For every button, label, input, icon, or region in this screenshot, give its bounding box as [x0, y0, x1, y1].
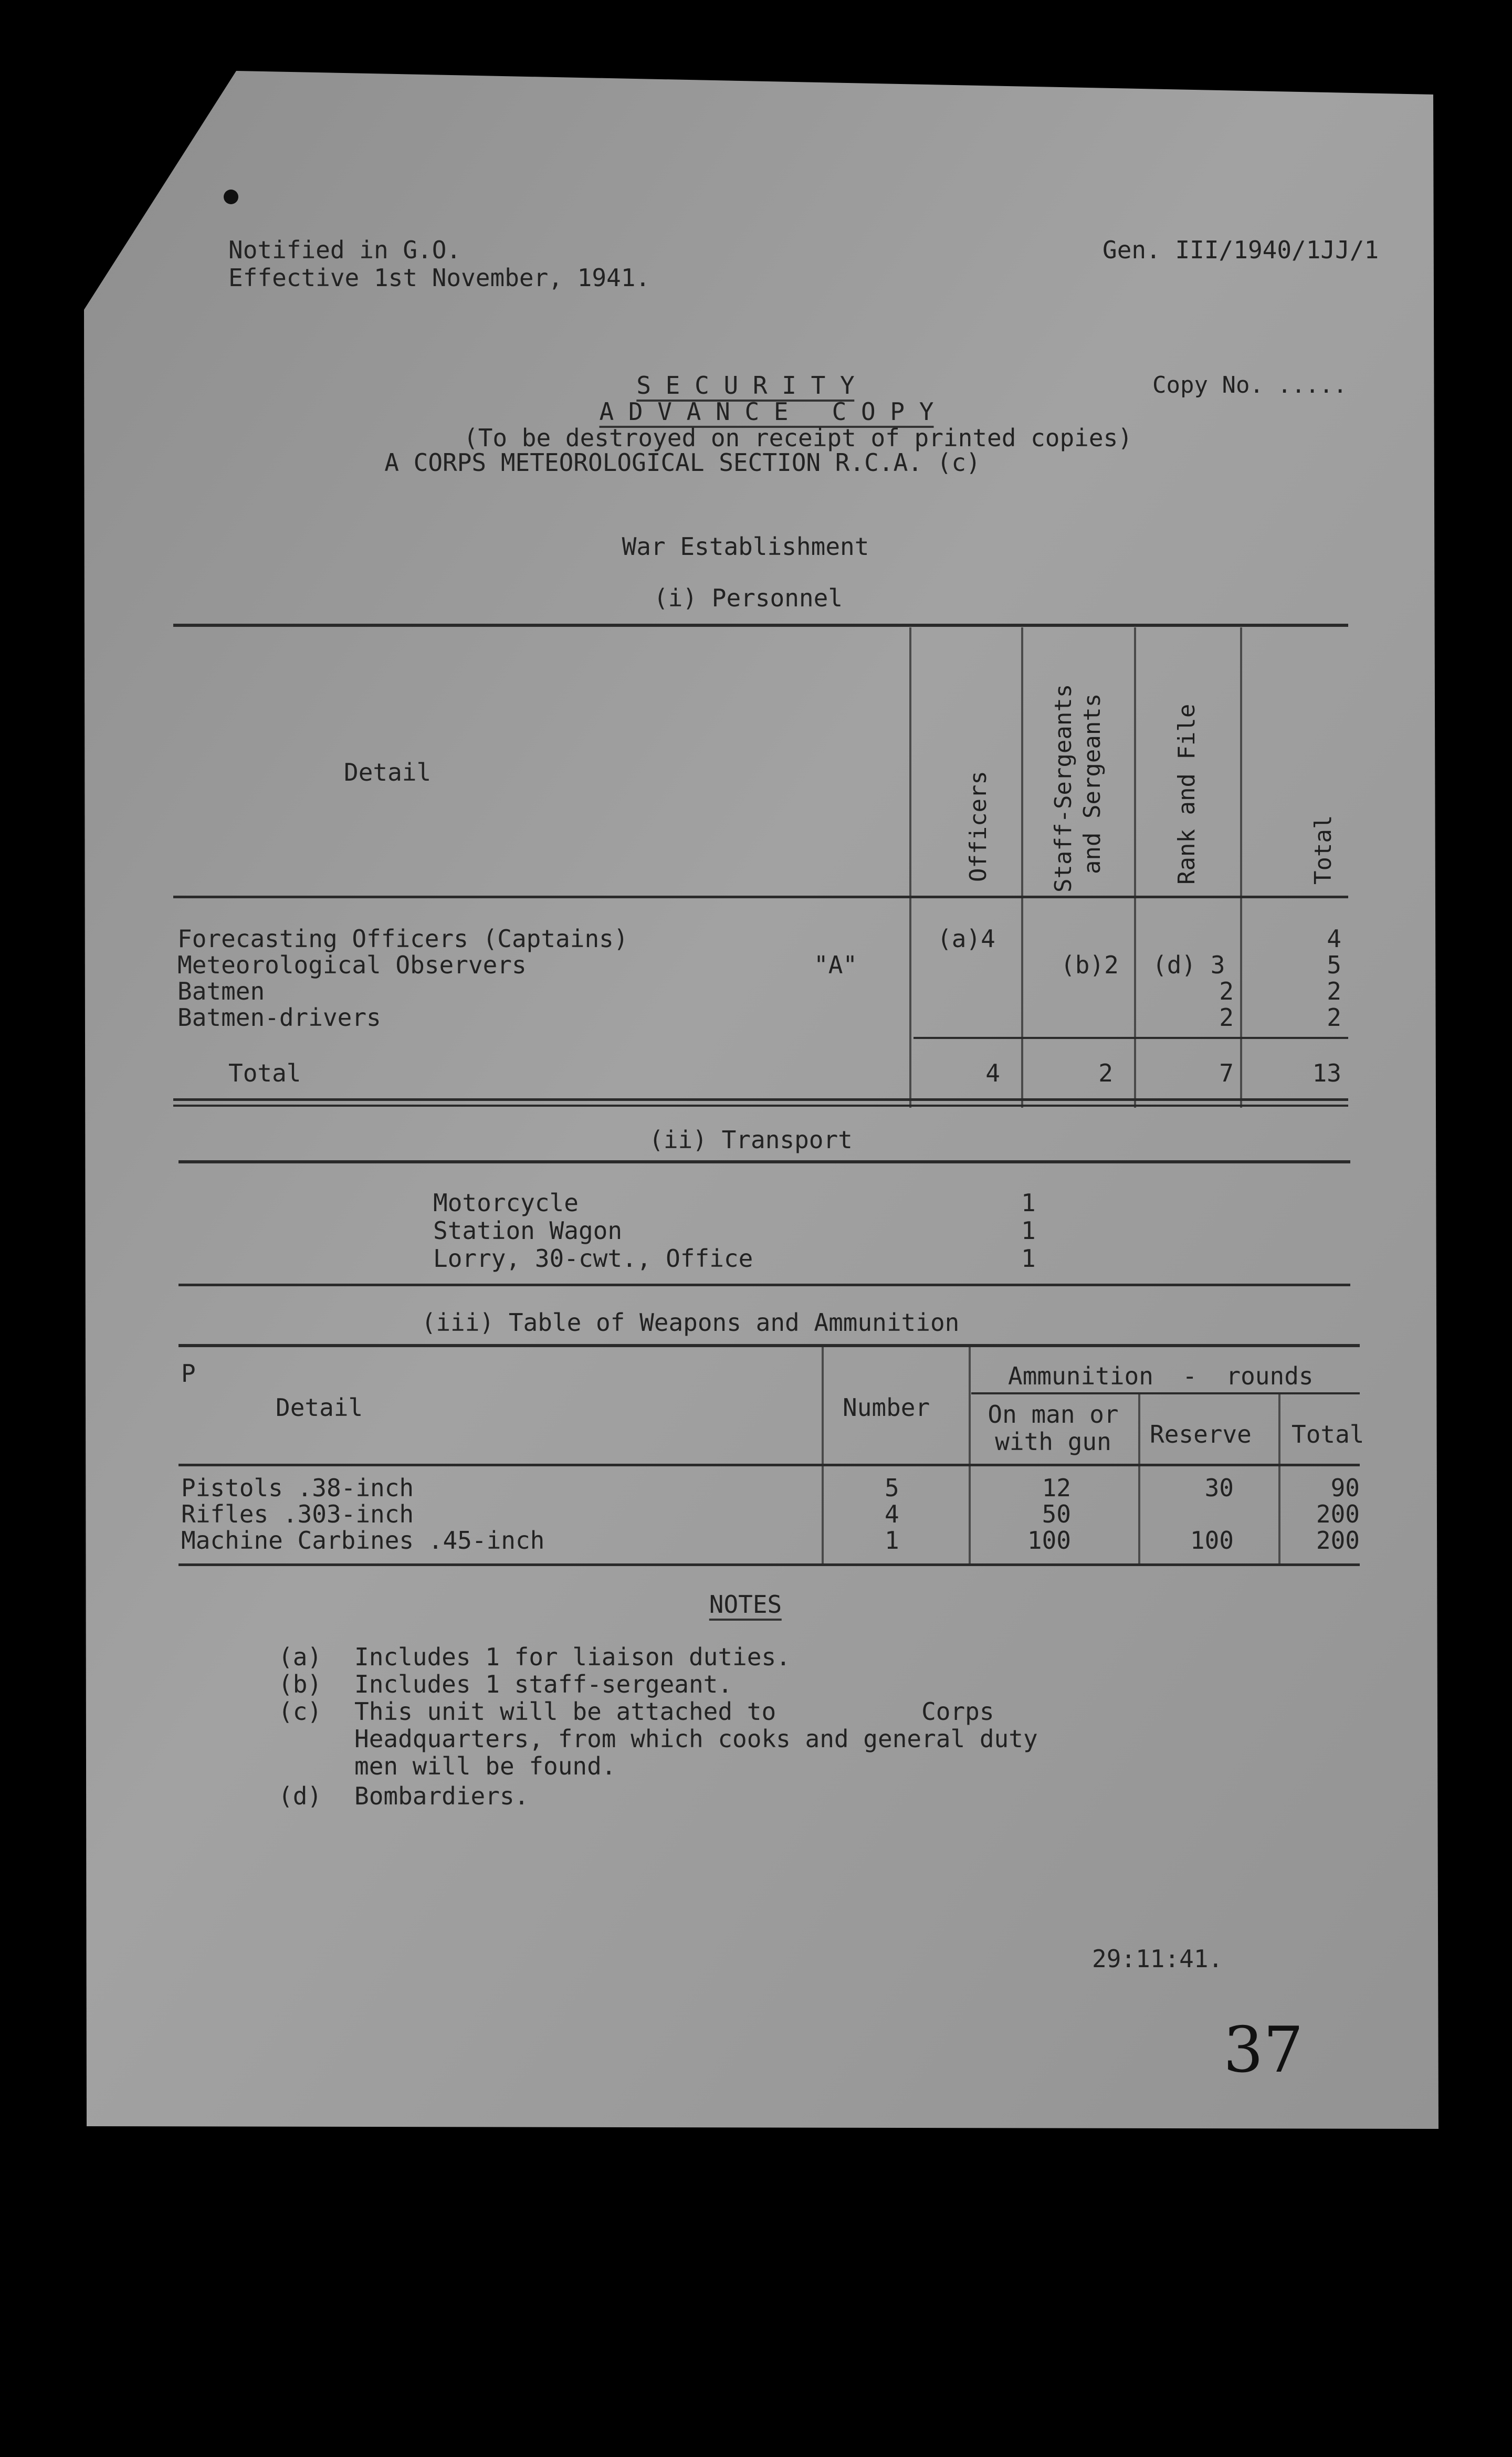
note-c-text-2: Headquarters, from which cooks and general duty — [354, 1725, 1038, 1753]
note-c-text: This unit will be attached to Corps — [354, 1697, 994, 1726]
ammunition-header: Ammunition - rounds — [1008, 1362, 1314, 1390]
officers-header: Officers — [965, 771, 992, 882]
personnel-row-4-rankfile: 2 — [1219, 1003, 1234, 1032]
note-c-text-3: men will be found. — [354, 1752, 616, 1780]
weapons-row-3-reserve: 100 — [1190, 1526, 1234, 1555]
note-a-key: (a) — [278, 1643, 322, 1671]
effective-line: Effective 1st November, 1941. — [228, 264, 650, 292]
weapons-detail-header: Detail — [276, 1393, 363, 1422]
personnel-row-1-officers: (a)4 — [937, 925, 995, 953]
advance-copy-text: A D V A N C E C O P Y — [600, 397, 934, 428]
note-c-key: (c) — [278, 1697, 322, 1726]
transport-item-3: Lorry, 30-cwt., Office — [433, 1244, 753, 1273]
weapons-row-1-onman: 12 — [1042, 1474, 1071, 1502]
staff-sergeants-header-2: and Sergeants — [1079, 693, 1106, 874]
transport-top-rule — [178, 1160, 1350, 1163]
unit-title: A CORPS METEOROLOGICAL SECTION R.C.A. (c) — [384, 448, 981, 477]
ammunition-header-rule — [971, 1392, 1360, 1394]
total-header: Total — [1310, 815, 1337, 885]
security-heading — [636, 372, 854, 399]
personnel-header-rule — [173, 896, 1348, 898]
transport-title: (ii) Transport — [649, 1126, 853, 1154]
weapons-row-3-total: 200 — [1316, 1526, 1360, 1555]
personnel-row-2-detail: Meteorological Observers — [177, 951, 527, 979]
personnel-row-4-detail: Batmen-drivers — [177, 1003, 381, 1032]
reserve-header: Reserve — [1150, 1420, 1252, 1448]
war-establishment-title: War Establishment — [622, 532, 869, 561]
weapons-row-1-total: 90 — [1330, 1474, 1360, 1502]
transport-item-2: Station Wagon — [433, 1216, 623, 1245]
notes-heading — [709, 1591, 782, 1618]
advance-copy-heading — [600, 398, 934, 425]
weapons-col-divider-ammo — [969, 1347, 971, 1565]
transport-bottom-rule — [178, 1284, 1350, 1286]
weapons-row-3-onman: 100 — [1027, 1526, 1071, 1555]
staff-sergeants-header-1: Staff-Sergeants — [1050, 684, 1077, 892]
destroy-note: (To be destroyed on receipt of printed copies) — [464, 424, 1132, 452]
col-divider-total — [1240, 627, 1242, 1108]
copy-number: Copy No. ..... — [1152, 372, 1347, 398]
personnel-row-1-detail: Forecasting Officers (Captains) — [177, 925, 628, 953]
weapons-number-header: Number — [843, 1393, 930, 1422]
rank-and-file-header: Rank and File — [1173, 704, 1200, 885]
personnel-row-2-total: 5 — [1327, 951, 1341, 979]
weapons-row-2-total: 200 — [1316, 1500, 1360, 1528]
weapons-top-rule — [178, 1344, 1360, 1347]
personnel-row-2-mark: "A" — [814, 951, 858, 979]
weapons-row-2-detail: Rifles .303-inch — [181, 1500, 414, 1528]
note-b-text: Includes 1 staff-sergeant. — [354, 1670, 733, 1698]
subtotal-rule — [914, 1037, 1348, 1039]
weapons-col-divider-number — [822, 1347, 824, 1565]
document-date: 29:11:41. — [1092, 1945, 1223, 1973]
personnel-total-sergeants: 2 — [1098, 1059, 1113, 1087]
weapons-header-rule — [178, 1464, 1360, 1466]
weapons-row-1-number: 5 — [885, 1474, 899, 1502]
notified-line: Notified in G.O. — [228, 236, 461, 264]
col-divider-officers — [909, 627, 911, 1108]
note-d-key: (d) — [278, 1782, 322, 1810]
personnel-row-4-total: 2 — [1327, 1003, 1341, 1032]
personnel-row-2-sergeants: (b)2 — [1060, 951, 1119, 979]
weapons-row-3-detail: Machine Carbines .45-inch — [181, 1526, 545, 1555]
reference-number: Gen. III/1940/1JJ/1 — [1102, 236, 1379, 264]
weapons-row-1-detail: Pistols .38-inch — [181, 1474, 414, 1502]
col-divider-sergeants — [1021, 627, 1023, 1108]
personnel-row-3-rankfile: 2 — [1219, 977, 1234, 1005]
personnel-total-rankfile: 7 — [1219, 1059, 1234, 1087]
personnel-total-label: Total — [228, 1059, 301, 1087]
on-man-header-1: On man or — [988, 1400, 1119, 1429]
personnel-row-3-detail: Batmen — [177, 977, 265, 1005]
col-divider-rankfile — [1134, 627, 1136, 1108]
security-text: S E C U R I T Y — [636, 371, 854, 402]
personnel-total-officers: 4 — [985, 1059, 1000, 1087]
note-d-text: Bombardiers. — [354, 1782, 529, 1810]
transport-item-1: Motorcycle — [433, 1189, 579, 1217]
personnel-top-rule — [173, 624, 1348, 627]
personnel-bottom-rule-1 — [173, 1098, 1348, 1101]
personnel-title: (i) Personnel — [653, 584, 843, 612]
personnel-detail-header: Detail — [344, 758, 432, 786]
transport-item-3-qty: 1 — [1021, 1244, 1036, 1273]
transport-item-1-qty: 1 — [1021, 1189, 1036, 1217]
note-a-text: Includes 1 for liaison duties. — [354, 1643, 791, 1671]
notes-title: NOTES — [709, 1590, 782, 1621]
note-b-key: (b) — [278, 1670, 322, 1698]
weapons-row-1-reserve: 30 — [1204, 1474, 1234, 1502]
weapons-title: (iii) Table of Weapons and Ammunition — [421, 1308, 960, 1337]
personnel-row-2-rankfile: (d) 3 — [1152, 951, 1225, 979]
personnel-row-3-total: 2 — [1327, 977, 1341, 1005]
weapons-bottom-rule — [178, 1563, 1360, 1566]
personnel-row-1-total: 4 — [1327, 925, 1341, 953]
weapons-row-2-onman: 50 — [1042, 1500, 1071, 1528]
weapons-col-divider-total — [1278, 1394, 1280, 1565]
handwritten-page-number: 37 — [1223, 2014, 1304, 2087]
on-man-header-2: with gun — [995, 1427, 1111, 1456]
personnel-bottom-rule-2 — [173, 1105, 1348, 1107]
weapons-row-3-number: 1 — [885, 1526, 899, 1555]
weapons-col-divider-reserve — [1138, 1394, 1140, 1565]
weapons-corner-mark: P — [181, 1359, 196, 1388]
weapons-row-2-number: 4 — [885, 1500, 899, 1528]
personnel-total-total: 13 — [1312, 1059, 1341, 1087]
transport-item-2-qty: 1 — [1021, 1216, 1036, 1245]
weapons-total-header: Total — [1292, 1420, 1364, 1448]
